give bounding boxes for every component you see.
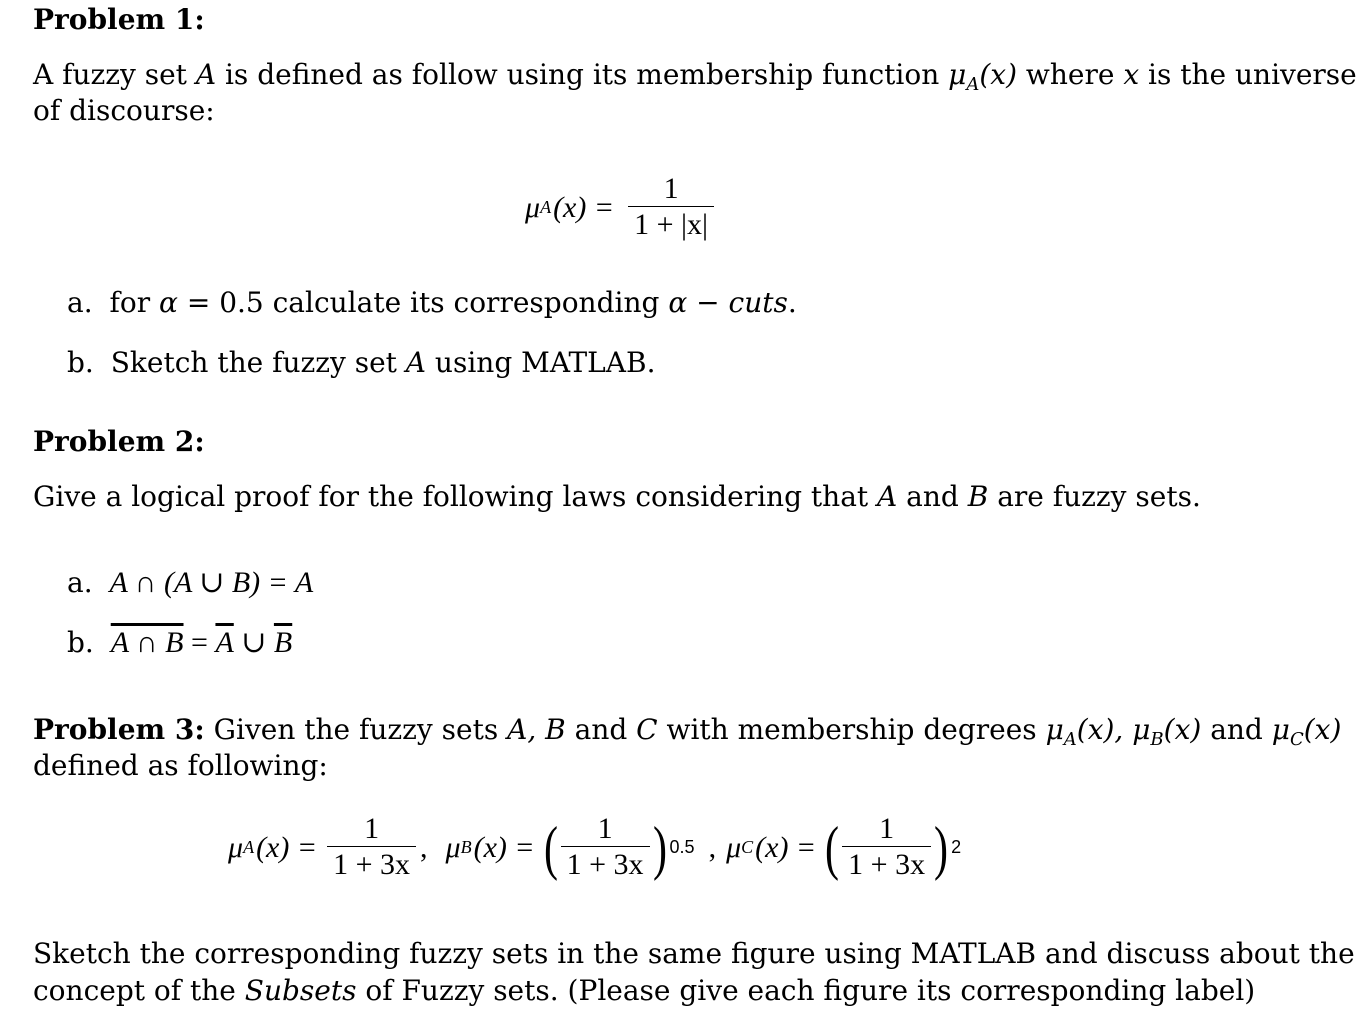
text: = 0.5 calculate its corresponding bbox=[177, 286, 669, 319]
comma: , bbox=[708, 830, 717, 864]
mu-symbol: μ bbox=[726, 830, 742, 864]
text: and bbox=[897, 480, 968, 513]
problem2-item-a bbox=[67, 565, 313, 601]
fraction-numerator: 1 bbox=[364, 812, 380, 845]
var-B: B bbox=[967, 480, 989, 513]
problem3-intro-line2: defined as following: bbox=[33, 749, 328, 782]
mu-symbol: μ bbox=[228, 830, 244, 864]
text: and bbox=[565, 713, 637, 746]
mu-symbol: μ bbox=[1132, 713, 1151, 746]
problem1-item-a bbox=[67, 285, 797, 321]
equals: = bbox=[183, 626, 216, 659]
text: of Fuzzy sets. (Please give each figure its corresponding label) bbox=[356, 974, 1256, 1007]
fraction bbox=[628, 172, 714, 243]
text: and bbox=[1201, 713, 1272, 746]
mu-subscript: B bbox=[1150, 729, 1164, 750]
fraction-C bbox=[842, 812, 931, 883]
text: . bbox=[787, 286, 797, 319]
var-A: A bbox=[195, 58, 217, 91]
var-A: A bbox=[405, 346, 427, 379]
mu-subscript: A bbox=[966, 74, 980, 95]
text: concept of the bbox=[33, 974, 245, 1007]
mu-subscript: C bbox=[741, 837, 754, 857]
item-label: b. bbox=[67, 346, 94, 379]
subsets-text: Subsets bbox=[244, 974, 357, 1007]
problem3-outro-line2 bbox=[33, 973, 1255, 1009]
problem2-heading: Problem 2: bbox=[33, 425, 205, 458]
text: is the universe bbox=[1139, 58, 1357, 91]
comma: , bbox=[420, 830, 428, 864]
fraction-denominator: 1 + 3x bbox=[842, 846, 931, 883]
mu-argument: (x) bbox=[1163, 713, 1202, 746]
mu-symbol: μ bbox=[1271, 713, 1290, 746]
union: ∪ bbox=[233, 626, 274, 659]
right-paren: ) bbox=[652, 814, 667, 881]
fraction-B bbox=[561, 812, 650, 883]
var-C: C bbox=[636, 713, 658, 746]
law-b-rhs-B: $\overline{B}$ bbox=[273, 626, 293, 659]
var-A: A bbox=[877, 480, 898, 513]
law-b-rhs-A: $\overline{A}$ bbox=[215, 626, 234, 659]
law-a-expression: A ∩ (A ∪ B) = A bbox=[109, 566, 314, 599]
fraction-denominator: 1 + 3x bbox=[561, 846, 650, 883]
mu-argument: (x), bbox=[1076, 713, 1133, 746]
mu-argument: (x) bbox=[979, 58, 1017, 91]
mu-symbol: μ bbox=[1045, 713, 1064, 746]
mu-subscript: B bbox=[460, 837, 472, 857]
mu-symbol: μ bbox=[525, 190, 541, 224]
var-sets: A, B bbox=[507, 713, 566, 746]
problem1-equation bbox=[525, 172, 718, 243]
right-paren: ) bbox=[934, 814, 949, 881]
fraction-numerator: 1 bbox=[663, 172, 679, 205]
mu-subscript: A bbox=[243, 837, 255, 857]
text: A fuzzy set bbox=[33, 58, 196, 91]
text: for bbox=[109, 286, 160, 319]
item-label: b. bbox=[67, 626, 94, 659]
fraction-denominator: 1 + |x| bbox=[628, 206, 714, 243]
eq-lhs-arg: (x) = bbox=[473, 830, 535, 864]
eq-lhs-arg: (x) = bbox=[553, 190, 615, 224]
text: Given the fuzzy sets bbox=[204, 713, 508, 746]
text: Give a logical proof for the following laws considering that bbox=[33, 480, 878, 513]
text: using MATLAB. bbox=[426, 346, 656, 379]
alpha-symbol: α bbox=[159, 286, 178, 319]
mu-subscript: C bbox=[1289, 729, 1304, 750]
item-label: a. bbox=[67, 286, 93, 319]
problem1-item-b bbox=[67, 345, 655, 381]
problem1-intro-line1 bbox=[33, 57, 1357, 103]
eq-lhs-arg: (x) = bbox=[256, 830, 318, 864]
problem2-intro bbox=[33, 479, 1201, 515]
law-b-lhs: A ∩ B bbox=[110, 626, 184, 659]
problem3-heading: Problem 3: bbox=[33, 713, 205, 746]
text: where bbox=[1017, 58, 1124, 91]
text: is defined as follow using its membership function bbox=[216, 58, 949, 91]
mu-symbol: μ bbox=[948, 58, 967, 91]
problem2-item-b bbox=[67, 625, 292, 661]
text: are fuzzy sets. bbox=[988, 480, 1201, 513]
text: − bbox=[687, 286, 729, 319]
text: with membership degrees bbox=[657, 713, 1046, 746]
problem3-equations bbox=[228, 812, 961, 883]
left-paren: ( bbox=[543, 814, 558, 881]
mu-symbol: μ bbox=[445, 830, 461, 864]
problem1-intro-line2: of discourse: bbox=[33, 94, 215, 127]
fraction-A bbox=[327, 812, 416, 883]
item-label: a. bbox=[67, 566, 93, 599]
mu-subscript: A bbox=[540, 197, 552, 217]
problem3-outro-line1: Sketch the corresponding fuzzy sets in the same figure using MATLAB and discuss about the bbox=[33, 937, 1355, 970]
fraction-numerator: 1 bbox=[879, 812, 895, 845]
exponent: 2 bbox=[951, 837, 962, 857]
mu-argument: (x) bbox=[1303, 713, 1342, 746]
var-x: x bbox=[1123, 58, 1140, 91]
left-paren: ( bbox=[825, 814, 840, 881]
cuts-text: cuts bbox=[728, 286, 788, 319]
mu-subscript: A bbox=[1063, 729, 1077, 750]
fraction-numerator: 1 bbox=[597, 812, 613, 845]
text: Sketch the fuzzy set bbox=[110, 346, 406, 379]
problem1-heading: Problem 1: bbox=[33, 3, 205, 36]
exponent: 0.5 bbox=[669, 837, 695, 857]
fraction-denominator: 1 + 3x bbox=[327, 846, 416, 883]
eq-lhs-arg: (x) = bbox=[755, 830, 817, 864]
alpha-symbol: α bbox=[668, 286, 688, 319]
